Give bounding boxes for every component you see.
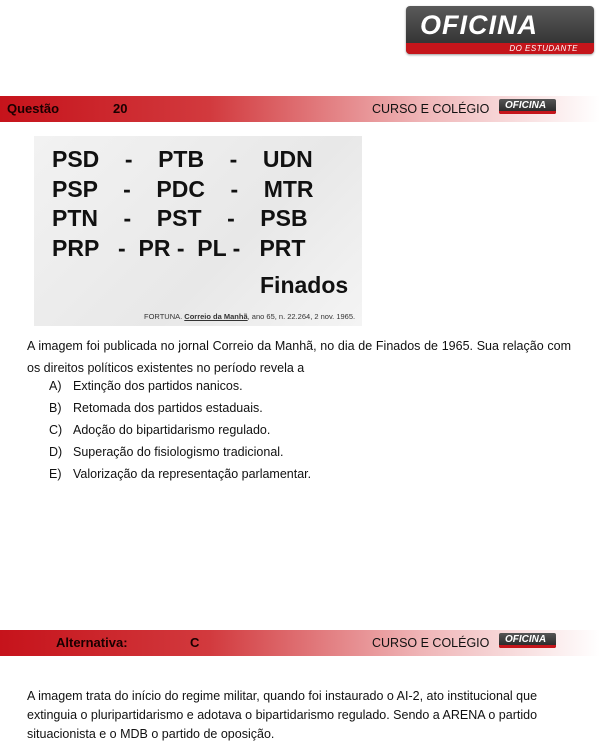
mini-logo: OFICINA xyxy=(499,633,556,648)
option-b[interactable]: B) Retomada dos partidos estaduais. xyxy=(49,401,263,415)
cartoon-row: PSP - PDC - MTR xyxy=(52,176,314,202)
cartoon-finados: Finados xyxy=(260,272,349,298)
cartoon-row: PRP - PR - PL - PRT xyxy=(52,235,306,261)
question-label: Questão xyxy=(7,101,60,116)
answer-value: C xyxy=(190,635,200,650)
question-text: A imagem foi publicada no jornal Correio da Manhã, no dia de Finados de 1965. Sua relação com os direitos políticos existentes no período revela a xyxy=(27,339,571,375)
curso-label: CURSO E COLÉGIO xyxy=(372,636,490,650)
question-number: 20 xyxy=(113,101,128,116)
cartoon-row: PSD - PTB - UDN xyxy=(52,146,313,172)
answer-explanation: A imagem trata do início do regime militar, quando foi instaurado o AI-2, ato institucional que extinguia o pluripartidarismo e adotava o bipartidarismo regulado. Sendo a ARENA o partido situacionista e o MDB o partido de oposição. xyxy=(27,689,538,741)
curso-label: CURSO E COLÉGIO xyxy=(372,102,490,116)
logo-word: OFICINA xyxy=(420,10,538,40)
answer-header-bar xyxy=(0,630,600,656)
newspaper-cartoon xyxy=(34,136,362,326)
option-e[interactable]: E) Valorização da representação parlamentar. xyxy=(49,467,312,481)
mini-logo: OFICINA xyxy=(499,99,556,114)
question-header-bar xyxy=(0,96,600,122)
answer-label: Alternativa: xyxy=(56,635,128,650)
cartoon-caption: FORTUNA. Correio da Manhã, ano 65, n. 22.264, 2 nov. 1965. xyxy=(144,312,356,321)
cartoon-row: PTN - PST - PSB xyxy=(52,205,308,231)
option-a[interactable]: A) Extinção dos partidos nanicos. xyxy=(49,379,243,393)
option-d[interactable]: D) Superação do fisiologismo tradicional. xyxy=(49,445,284,459)
oficina-logo xyxy=(406,6,594,54)
option-c[interactable]: C) Adoção do bipartidarismo regulado. xyxy=(49,423,271,437)
logo-tagline: DO ESTUDANTE xyxy=(406,43,594,54)
